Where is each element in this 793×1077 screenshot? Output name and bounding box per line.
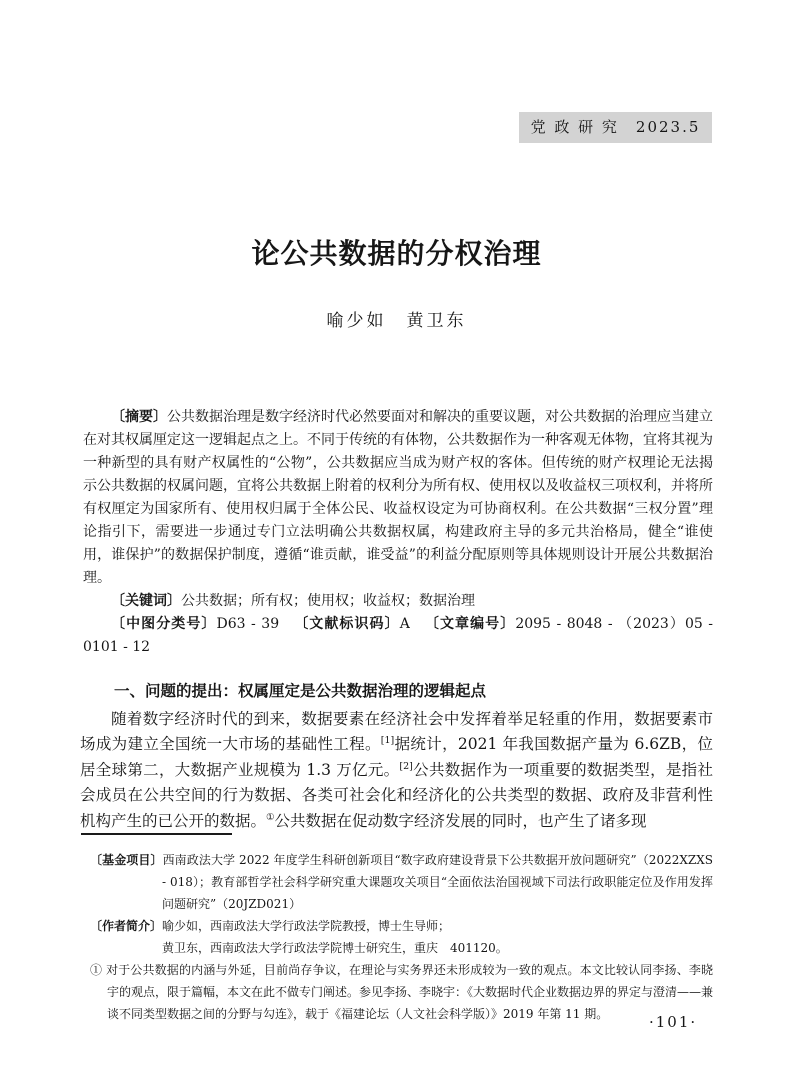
doc-code-label: 〔文献标识码〕 [293, 616, 400, 632]
citation-ref-1: [1] [380, 735, 395, 747]
footnote-ref-1: ① [266, 811, 275, 823]
fund-text: 西南政法大学 2022 年度学生科研创新项目“数字政府建设背景下公共数据开放问题研究”（2022XZXS - 018）；教育部哲学社会科学研究重大课题攻关项目“全面依法治国视域下司法行政职能定位及作用发挥问题研究”（20JZD021） [162, 853, 713, 911]
article-id-label: 〔文章编号〕 [423, 616, 516, 632]
keywords-line [83, 590, 713, 613]
footnote-divider [81, 833, 232, 835]
page-number: ·101· [649, 1013, 698, 1031]
journal-header-text: 党 政 研 究 2023.5 [530, 118, 701, 136]
section-heading: 一、问题的提出：权属厘定是公共数据治理的逻辑起点 [114, 682, 487, 700]
body-paragraph [80, 707, 713, 834]
note1-text: 对于公共数据的内涵与外延，目前尚存争议，在理论与实务界还未形成较为一致的观点。本文比较认同李扬、李晓宇的观点，限于篇幅，本文在此不做专门阐述。参见李扬、李晓宇：《大数据时代企业数据边界的界定与澄清——兼谈不同类型数据之间的分野与勾连》，载于《福建论坛（人文社会科学版）》2019 年第 11 期。 [106, 963, 714, 1021]
doc-code-value: A [399, 616, 410, 632]
keywords-label: 〔关键词〕 [111, 593, 181, 609]
abstract-paragraph [83, 406, 713, 590]
article-id-value: 2095 - 8048 - （2023）05 - 0101 - 12 [83, 616, 714, 655]
article-title: 论公共数据的分权治理 [251, 237, 542, 270]
meta-line [83, 613, 713, 659]
footnote-authors [80, 915, 713, 959]
fund-label: 〔基金项目〕 [90, 853, 163, 867]
keywords-text: 公共数据；所有权；使用权；收益权；数据治理 [181, 593, 475, 609]
journal-header-box [519, 112, 712, 143]
clc-value: D63 - 39 [216, 616, 280, 632]
frontmatter-block [83, 406, 713, 659]
footnote-note1 [80, 959, 713, 1025]
authors-label: 〔作者简介〕 [90, 919, 163, 933]
authors-line1: 喻少如，西南政法大学行政法学院教授，博士生导师； [162, 919, 451, 933]
clc-label: 〔中图分类号〕 [111, 616, 217, 632]
body-segment-3: 公共数据作为一项重要的数据类型，是指社会成员在公共空间的行为数据、各类可社会化和经济化的公共类型的数据、政府及非营利性机构产生的已公开的数据。 [80, 760, 713, 830]
body-segment-2: 据统计，2021 年我国数据产量为 6.6ZB，位居全球第二，大数据产业规模为 1.3 万亿元。 [80, 735, 713, 779]
note1-marker: ① [90, 963, 103, 977]
footnote-fund [80, 849, 713, 915]
body-segment-4: 公共数据在促动数字经济发展的同时，也产生了诸多现 [274, 811, 647, 830]
authors-line2: 黄卫东，西南政法大学行政法学院博士研究生，重庆 401120。 [162, 941, 508, 955]
citation-ref-2: [2] [399, 760, 413, 772]
abstract-label: 〔摘要〕 [111, 409, 167, 425]
article-authors: 喻少如 黄卫东 [326, 311, 467, 331]
abstract-text: 公共数据治理是数字经济时代必然要面对和解决的重要议题，对公共数据的治理应当建立在对其权属厘定这一逻辑起点之上。不同于传统的有体物，公共数据作为一种客观无体物，宜将其视为一种新型的具有财产权属性的“公物”，公共数据应当成为财产权的客体。但传统的财产权理论无法揭示公共数据的权属问题，宜将公共数据上附着的权利分为所有权、使用权以及收益权三项权利，并将所有权厘定为国家所有、使用权归属于全体公民、收益权设定为可协商权利。在公共数据“三权分置”理论指引下，需要进一步通过专门立法明确公共数据权属，构建政府主导的多元共治格局，健全“谁使用，谁保护”的数据保护制度，遵循“谁贡献，谁受益”的利益分配原则等具体规则设计开展公共数据治理。 [83, 409, 713, 586]
footnotes-block [80, 849, 713, 1025]
body-segment-1: 随着数字经济时代的到来，数据要素在经济社会中发挥着举足轻重的作用，数据要素市场成为建立全国统一大市场的基础性工程。 [80, 710, 713, 754]
